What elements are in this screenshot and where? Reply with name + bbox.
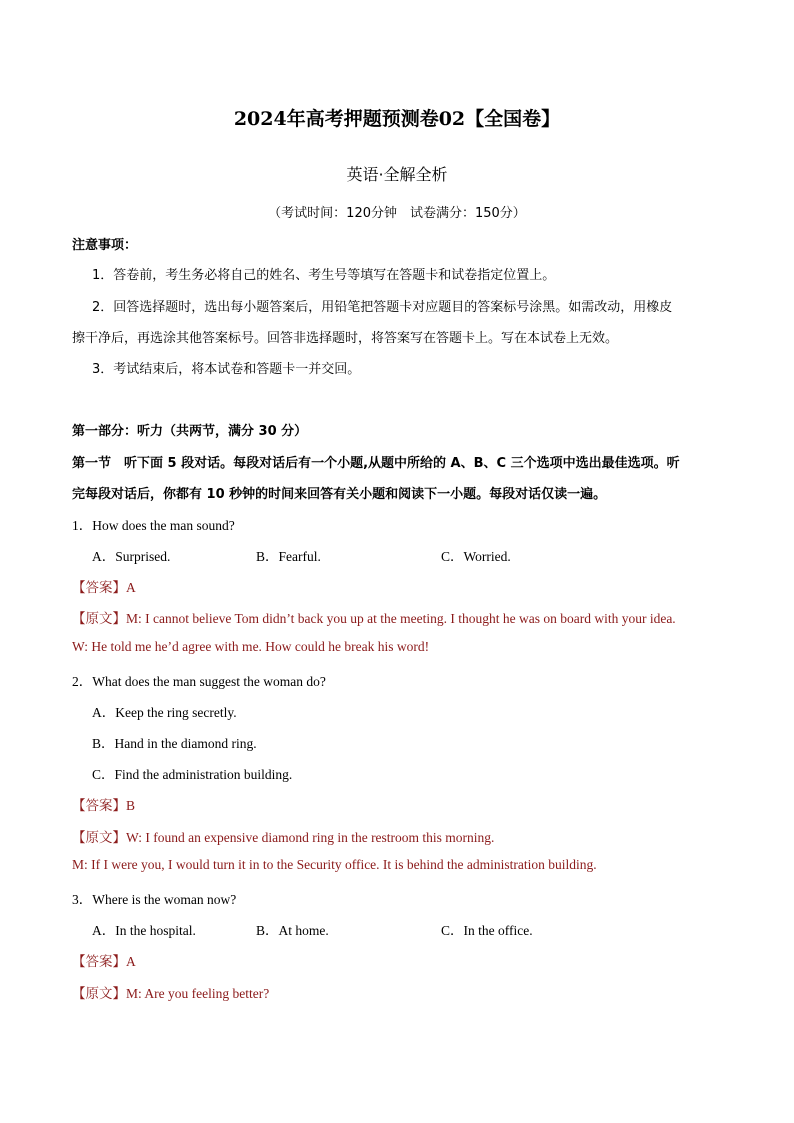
question-3-option-a: A．In the hospital. — [92, 923, 196, 938]
section1-instructions-b: 完每段对话后，你都有 10 秒钟的时间来回答有关小题和阅读下一小题。每段对话仅读一遍。 — [72, 487, 607, 502]
notes-heading: 注意事项： — [72, 238, 138, 253]
original-text: M: Are you feeling better? — [126, 986, 270, 1001]
original-text: M: I cannot believe Tom didn’t back you up at the meeting. I thought he was on board with your idea. — [126, 611, 676, 626]
question-2-option-b: B．Hand in the diamond ring. — [92, 736, 257, 751]
page-title: 2024年高考押题预测卷02【全国卷】 — [233, 108, 561, 130]
answer-value: B — [126, 798, 136, 813]
question-1-option-b: B．Fearful. — [256, 549, 321, 564]
question-2-option-a: A．Keep the ring secretly. — [92, 705, 237, 720]
note-item-2b: 擦干净后，再选涂其他答案标号。回答非选择题时，将答案写在答题卡上。写在本试卷上无效。 — [72, 331, 619, 346]
note-item-1: 1．答卷前，考生务必将自己的姓名、考生号等填写在答题卡和试卷指定位置上。 — [92, 268, 556, 283]
question-3-option-c: C．In the office. — [441, 923, 533, 938]
question-1-option-c: C．Worried. — [441, 549, 511, 564]
note-item-2a: 2．回答选择题时，选出每小题答案后，用铅笔把答题卡对应题目的答案标号涂黑。如需改动，用橡皮 — [92, 300, 673, 315]
answer-label: 【答案】 — [72, 580, 126, 596]
question-1-original-2: W: He told me he’d agree with me. How could he break his word! — [72, 639, 430, 654]
question-3-answer — [72, 950, 136, 970]
answer-value: A — [126, 954, 136, 969]
question-1-original-1 — [72, 607, 676, 627]
original-text: W: I found an expensive diamond ring in the restroom this morning. — [126, 830, 495, 845]
original-label: 【原文】 — [72, 986, 126, 1002]
question-2-answer — [72, 794, 135, 814]
original-label: 【原文】 — [72, 611, 126, 627]
original-label: 【原文】 — [72, 830, 126, 846]
question-2-option-c: C．Find the administration building. — [92, 767, 293, 782]
question-2-original-2: M: If I were you, I would turn it in to the Security office. It is behind the administration building. — [72, 857, 597, 872]
answer-label: 【答案】 — [72, 954, 126, 970]
exam-info: （考试时间：120分钟 试卷满分：150分） — [268, 206, 526, 221]
section1-instructions-a: 第一节 听下面 5 段对话。每段对话后有一个小题,从题中所给的 A、B、C 三个选项中选出最佳选项。听 — [72, 456, 680, 471]
question-3-stem: 3．Where is the woman now? — [72, 892, 237, 907]
question-1-answer — [72, 576, 136, 596]
question-2-original-1 — [72, 826, 494, 846]
page-subtitle: 英语·全解全析 — [346, 165, 448, 184]
note-item-3: 3．考试结束后，将本试卷和答题卡一并交回。 — [92, 362, 361, 377]
answer-value: A — [126, 580, 136, 595]
question-2-stem: 2．What does the man suggest the woman do? — [72, 674, 326, 689]
question-3-original-1 — [72, 982, 269, 1002]
answer-label: 【答案】 — [72, 798, 126, 814]
question-1-stem: 1．How does the man sound? — [72, 518, 235, 533]
question-3-option-b: B．At home. — [256, 923, 329, 938]
question-1-option-a: A．Surprised. — [92, 549, 171, 564]
part1-heading: 第一部分：听力（共两节，满分 30 分） — [72, 424, 308, 439]
